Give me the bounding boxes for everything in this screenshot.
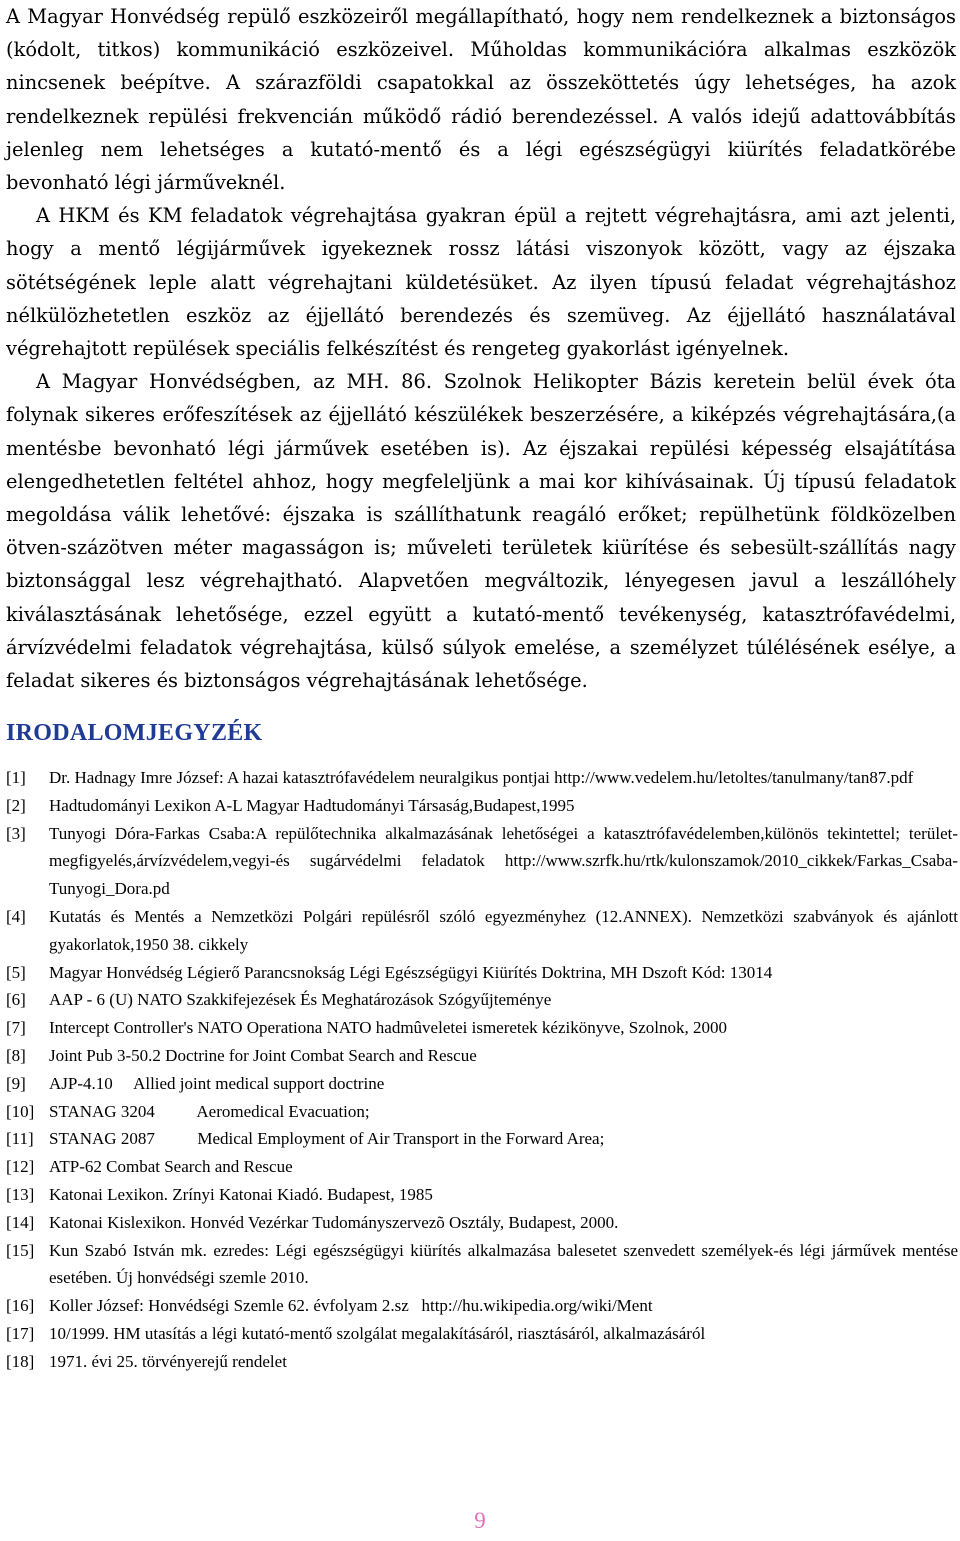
reference-item [6, 1292, 958, 1320]
reference-item [6, 1125, 958, 1153]
reference-item [6, 1042, 958, 1070]
reference-text: STANAG 2087 Medical Employment of Air Transport in the Forward Area; [49, 1129, 605, 1149]
reference-number: [4] [6, 906, 26, 926]
reference-number: [17] [6, 1323, 35, 1343]
paragraph-comm-equipment: A Magyar Honvédség repülő eszközeiről megállapítható, hogy nem rendelkeznek a biztonságos (kódolt, titkos) kommunikáció eszközeivel. Műholdas kommunikációra alkalmas eszközök nincsenek beépítve. A szárazföldi csapatokkal az összeköttetés úgy lehetséges, ha azok rendelkeznek repülési frekvencián működő rádió berendezéssel. A valós idejű adattovábbítás jelenleg nem lehetséges a kutató-mentő és a légi egészségügyi kiürítés feladatkörébe bevonható légi járműveknél. [6, 5, 956, 195]
reference-text: AAP - 6 (U) NATO Szakkifejezések És Meghatározások Szógyűjteménye [49, 990, 552, 1010]
reference-list [6, 764, 958, 1376]
body-text [6, 0, 956, 697]
reference-number: [2] [6, 795, 26, 815]
reference-number: [1] [6, 768, 26, 787]
reference-text: 1971. évi 25. törvényerejű rendelet [49, 1351, 287, 1371]
reference-text: Intercept Controller's NATO Operationa NATO hadmûveletei ismeretek kézikönyve, Szolnok, 2000 [49, 1018, 728, 1038]
bibliography-heading: IRODALOMJEGYZÉK [6, 720, 263, 746]
reference-item [6, 1098, 958, 1126]
reference-number: [16] [6, 1296, 35, 1316]
reference-item [6, 1014, 958, 1042]
reference-text: Kutatás és Mentés a Nemzetközi Polgári repülésről szóló egyezményhez (12.ANNEX). Nemzetközi szabványok és ajánlott gyakorlatok,1950 38. cikkely [49, 906, 958, 954]
reference-item [6, 1070, 958, 1098]
reference-number: [12] [6, 1157, 35, 1177]
reference-number: [9] [6, 1073, 26, 1093]
reference-number: [8] [6, 1045, 26, 1065]
reference-text: Katonai Kislexikon. Honvéd Vezérkar Tudományszervezõ Osztály, Budapest, 2000. [49, 1212, 619, 1232]
page-number: 9 [474, 1508, 486, 1533]
reference-text: Dr. Hadnagy Imre József: A hazai katasztrófavédelem neuralgikus pontjai http://www.vedelem.hu/letoltes/tanulmany/tan87.pdf [49, 768, 914, 787]
reference-item [6, 764, 958, 792]
reference-text: Tunyogi Dóra-Farkas Csaba:A repülőtechnika alkalmazásának lehetőségei a katasztrófavédelemben,különös tekintettel; terület-megfigyelés,árvízvédelem,vegyi-és sugárvédelmi feladatok http://www.szrfk.hu/rtk/kulonszamok/2010_cikkek/Farkas_Csaba-Tunyogi_Dora.pd [49, 823, 958, 899]
paragraph-night-operations: A HKM és KM feladatok végrehajtása gyakran épül a rejtett végrehajtásra, ami azt jelenti, hogy a mentő légijárművek igyekeznek rossz látási viszonyok között, vagy az éjszaka sötétségének leple alatt végrehajtani küldetésüket. Az ilyen típusú feladat végrehajtáshoz nélkülözhetetlen eszköz az éjjellátó berendezés és szemüveg. Az éjjellátó használatával végrehajtott repülések speciális felkészítést és rengeteg gyakorlást igényelnek. [6, 204, 956, 361]
reference-item [6, 1348, 958, 1376]
reference-text: Hadtudományi Lexikon A-L Magyar Hadtudományi Társaság,Budapest,1995 [49, 795, 575, 815]
reference-item [6, 1237, 958, 1293]
reference-item [6, 820, 958, 903]
reference-text: AJP-4.10 Allied joint medical support doctrine [49, 1073, 385, 1093]
reference-number: [7] [6, 1018, 26, 1038]
reference-number: [3] [6, 823, 26, 843]
reference-item [6, 986, 958, 1014]
reference-number: [15] [6, 1240, 35, 1260]
reference-text: Magyar Honvédség Légierő Parancsnokság Légi Egészségügyi Kiürítés Doktrina, MH Dszoft Kód: 13014 [49, 962, 773, 982]
reference-number: [10] [6, 1101, 35, 1121]
reference-number: [13] [6, 1184, 35, 1204]
reference-item [6, 903, 958, 959]
reference-item [6, 792, 958, 820]
reference-item [6, 1209, 958, 1237]
reference-item [6, 959, 958, 987]
reference-number: [6] [6, 990, 26, 1010]
reference-text: ATP-62 Combat Search and Rescue [49, 1157, 293, 1177]
reference-text: Kun Szabó István mk. ezredes: Légi egészségügyi kiürítés alkalmazása balesetet szenvedett személyek-és légi járművek mentése esetében. Új honvédségi szemle 2010. [49, 1240, 958, 1288]
reference-number: [11] [6, 1129, 34, 1149]
reference-item [6, 1153, 958, 1181]
reference-number: [5] [6, 962, 26, 982]
reference-number: [14] [6, 1212, 35, 1232]
reference-number: [18] [6, 1351, 35, 1371]
reference-text: STANAG 3204 Aeromedical Evacuation; [49, 1101, 370, 1121]
reference-text: Joint Pub 3-50.2 Doctrine for Joint Combat Search and Rescue [49, 1045, 477, 1065]
reference-item [6, 1181, 958, 1209]
paragraph-night-vision-program: A Magyar Honvédségben, az MH. 86. Szolnok Helikopter Bázis keretein belül évek óta folynak sikeres erőfeszítések az éjjellátó készülékek beszerzésére, a kiképzés végrehajtására,(a mentésbe bevonható légi járművek esetében is). Az éjszakai repülési képesség elsajátítása elengedhetetlen feltétel ahhoz, hogy megfeleljünk a mai kor kihívásainak. Új típusú feladatok megoldása válik lehetővé: éjszaka is szállíthatunk reagáló erőket; repülhetünk földközelben ötven-százötven méter magasságon is; műveleti területek kiürítése és sebesült-szállítás nagy biztonsággal lesz végrehajtható. Alapvetően megváltozik, lényegesen javul a leszállóhely kiválasztásának lehetősége, ezzel együtt a kutató-mentő tevékenység, katasztrófavédelmi, árvízvédelmi feladatok végrehajtása, külső súlyok emelése, a személyzet túlélésének esélye, a feladat sikeres és biztonságos végrehajtásának lehetősége. [6, 370, 956, 693]
reference-text: Koller József: Honvédségi Szemle 62. évfolyam 2.sz http://hu.wikipedia.org/wiki/Ment [49, 1296, 653, 1316]
reference-text: 10/1999. HM utasítás a légi kutató-mentő szolgálat megalakításáról, riasztásáról, alkalmazásáról [49, 1323, 706, 1343]
reference-item [6, 1320, 958, 1348]
reference-text: Katonai Lexikon. Zrínyi Katonai Kiadó. Budapest, 1985 [49, 1184, 433, 1204]
